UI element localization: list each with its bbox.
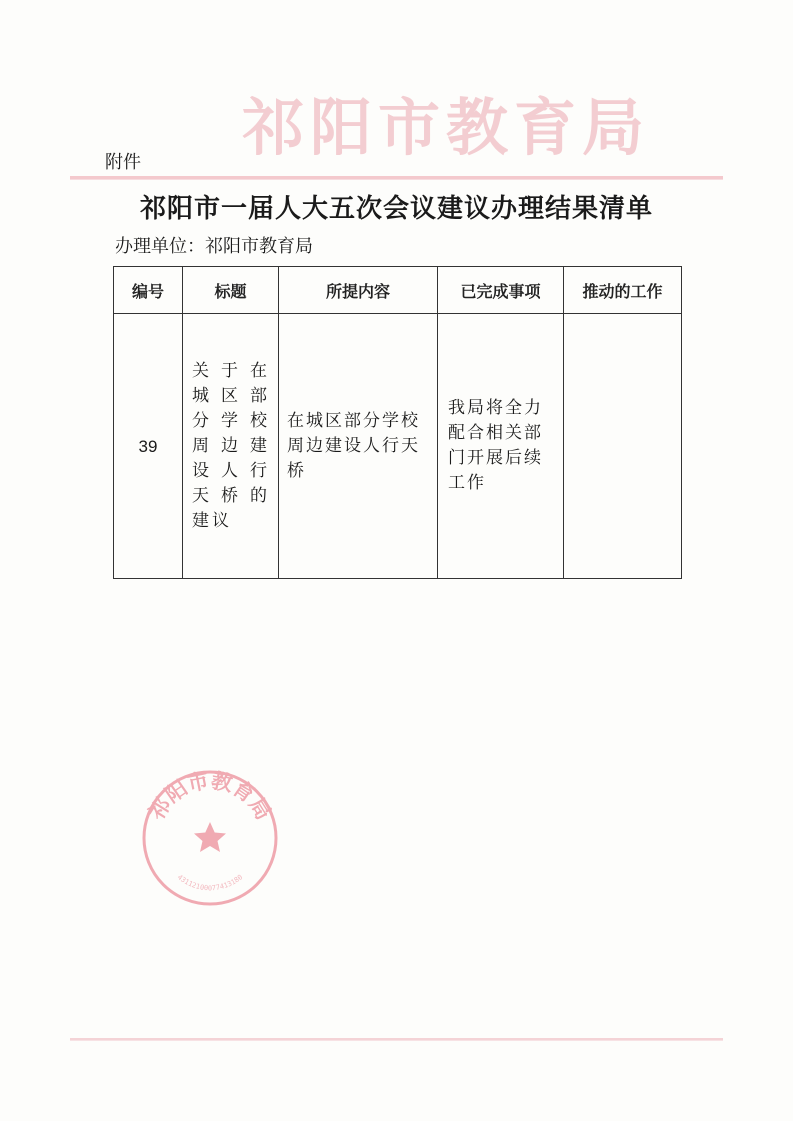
seal-code-text: 43112100077413180 <box>175 873 245 893</box>
seal-org-text: 祁阳市教育局 <box>143 768 277 825</box>
header-completed: 已完成事项 <box>438 267 564 314</box>
seal-star-icon <box>194 822 226 852</box>
header-content: 所提内容 <box>279 267 438 314</box>
footer-rule <box>70 1038 723 1041</box>
letterhead-watermark: 祁阳市教育局 <box>241 91 650 164</box>
cell-completed: 我局将全力配合相关部门开展后续工作 <box>438 314 564 579</box>
table-header-row <box>114 267 682 314</box>
results-table <box>113 266 682 579</box>
cell-content: 在城区部分学校周边建设人行天桥 <box>279 314 438 579</box>
letterhead-rule <box>70 176 723 180</box>
cell-number: 39 <box>114 314 183 579</box>
header-title: 标题 <box>183 267 279 314</box>
header-ongoing: 推动的工作 <box>564 267 682 314</box>
cell-title: 关于在城区部分学校周边建设人行天桥的建议 <box>183 314 279 579</box>
table-row <box>114 314 682 579</box>
header-number: 编号 <box>114 267 183 314</box>
handling-unit: 办理单位：祁阳市教育局 <box>115 236 313 257</box>
attachment-label: 附件 <box>105 152 141 173</box>
document-title: 祁阳市一届人大五次会议建议办理结果清单 <box>139 194 653 224</box>
cell-ongoing <box>564 314 682 579</box>
official-seal <box>140 768 280 908</box>
